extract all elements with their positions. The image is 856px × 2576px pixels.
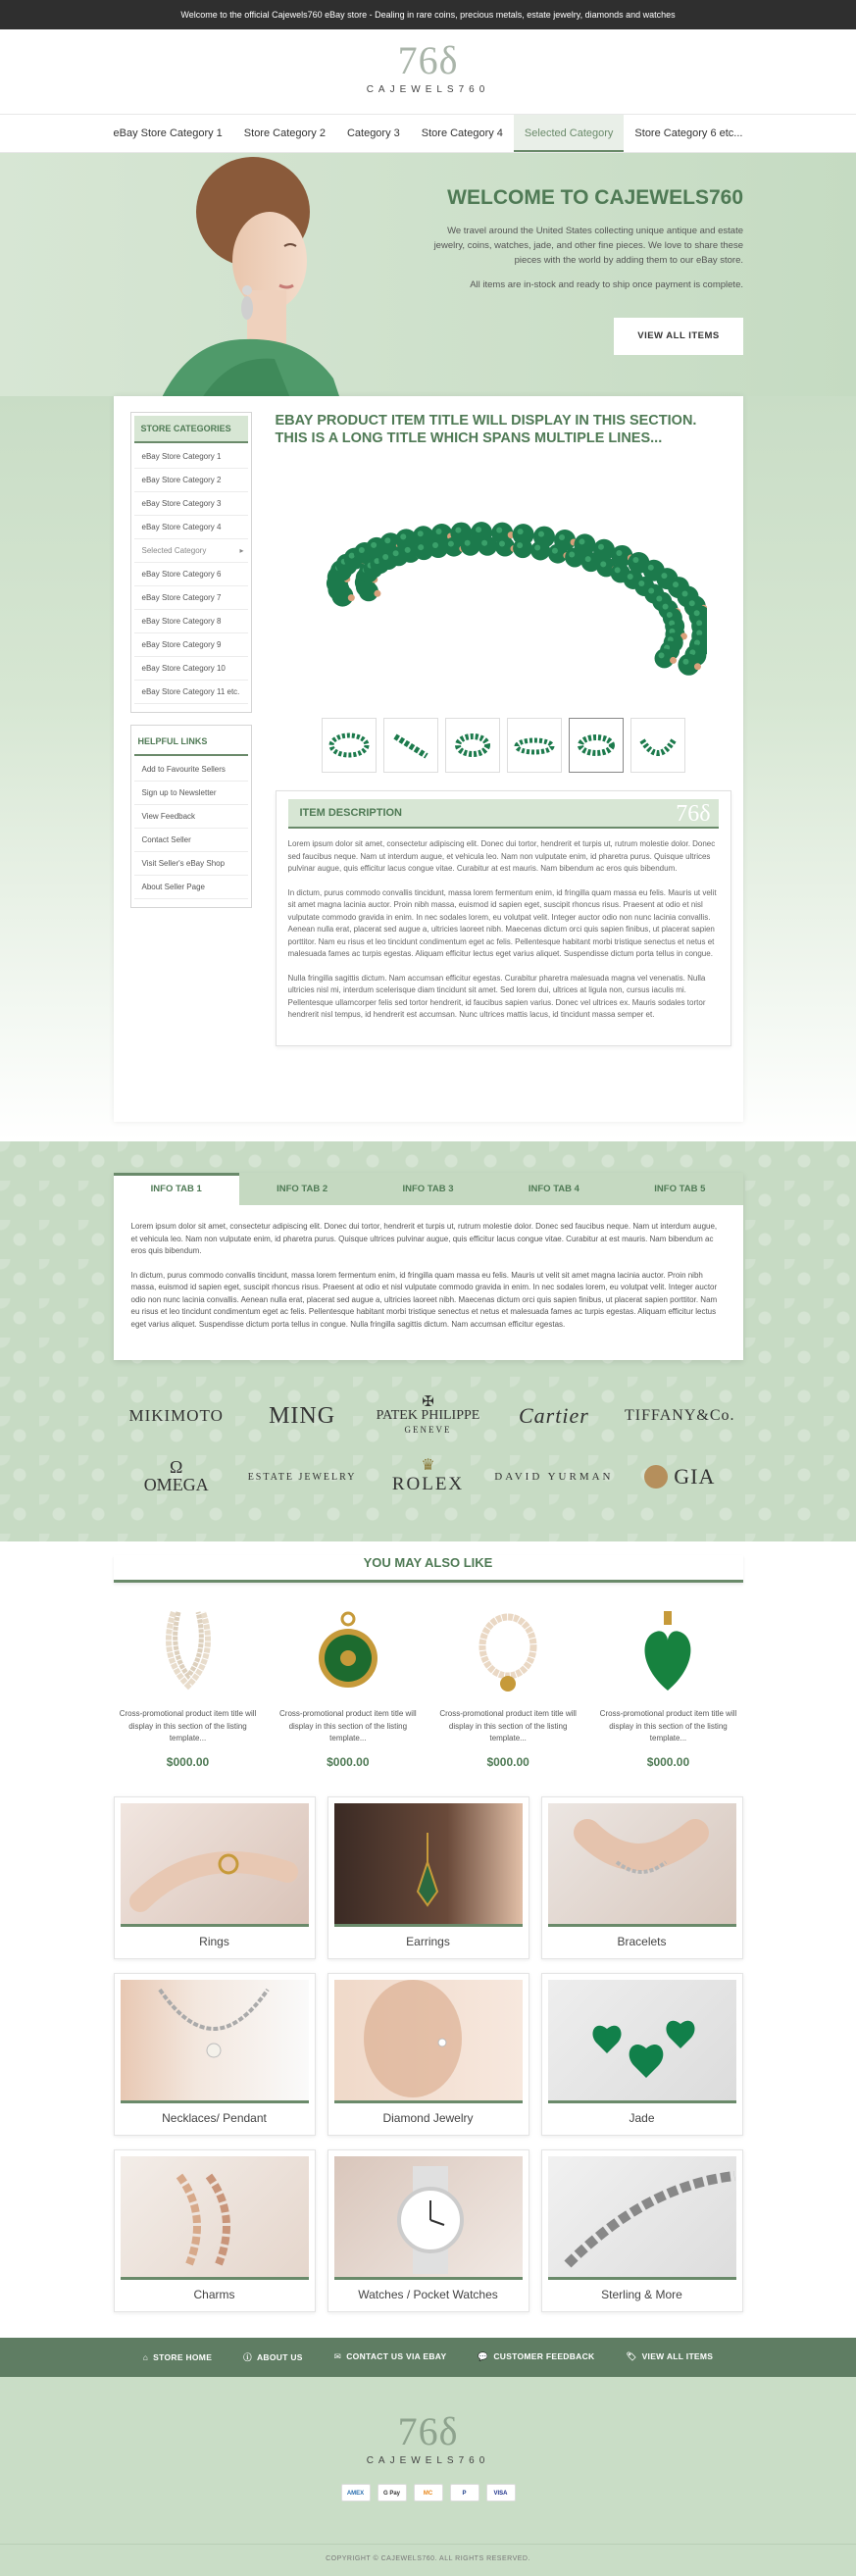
necklace-bead [464, 540, 470, 546]
promo-product-title: Cross-promotional product item title will display in this section of the listing template... [439, 1709, 577, 1743]
home-icon: ⌂ [142, 2351, 149, 2362]
nav-item-2[interactable]: Store Category 2 [243, 127, 326, 139]
payment-methods [0, 2484, 856, 2501]
necklace-bead [371, 542, 377, 548]
tab-paragraph-1: Lorem ipsum dolor sit amet, consectetur adipiscing elit. Donec dui tortor, hendrerit et turpis ut, rutrum molestie dolor. Donec sed faucibus neque. Nam ut interdum augue, et vehicula leo. Nam non vulputate enim, id pharetra purus. Quisque ultrices pulvinar augue, quis efficitur lacus congue vitae. Curabitur at est mauris. Nam bibendum ac eros quis bibendum. [130, 1222, 718, 1255]
footer-contact[interactable] [334, 2351, 447, 2362]
category-card-rings[interactable] [114, 1796, 316, 1959]
footer-store-home[interactable] [143, 2352, 212, 2362]
sidebar-category-2[interactable]: eBay Store Category 2 [134, 469, 248, 492]
main-content-card [114, 396, 743, 1122]
necklace-bead [693, 610, 699, 616]
brand-gia [617, 1464, 742, 1490]
sidebar [130, 412, 252, 1122]
necklace-bead [673, 581, 679, 587]
necklace-thumb-icon [636, 731, 680, 760]
nav-item-6[interactable]: Store Category 6 etc... [634, 127, 743, 139]
earrings-image [334, 1803, 523, 1927]
footer-nav [0, 2338, 856, 2377]
link-about-seller[interactable]: About Seller Page [134, 876, 248, 899]
necklace-bead [374, 590, 380, 597]
brand-omega-text: OMEGA [143, 1474, 209, 1494]
necklace-bead [431, 542, 437, 548]
necklace-thumb-icon [327, 731, 371, 760]
sidebar-category-9[interactable]: eBay Store Category 9 [134, 633, 248, 657]
tab-info-1[interactable]: INFO TAB 1 [114, 1173, 239, 1205]
necklace-bead [481, 540, 487, 546]
footer-contact-label: CONTACT US VIA EBAY [346, 2351, 447, 2361]
item-description-title [288, 799, 719, 829]
brand-cartier: Cartier [518, 1403, 589, 1428]
product-title: EBAY PRODUCT ITEM TITLE WILL DISPLAY IN THIS SECTION. THIS IS A LONG TITLE WHICH SPANS MULTIPLE LINES... [275, 413, 697, 446]
necklace-bead [499, 541, 505, 547]
promo-product-title: Cross-promotional product item title will display in this section of the listing template... [119, 1709, 257, 1743]
necklace-bead [460, 536, 479, 556]
footer-view-all-label: VIEW ALL ITEMS [641, 2351, 714, 2361]
pearl-necklace-icon [120, 1600, 257, 1702]
necklace-bead [682, 659, 688, 665]
sidebar-category-1[interactable]: eBay Store Category 1 [134, 445, 248, 469]
necklace-bead [382, 554, 388, 560]
category-label: Earrings [406, 1934, 450, 1948]
necklace-bead [537, 531, 543, 537]
necklace-bead [656, 595, 662, 601]
category-label: Rings [199, 1934, 229, 1948]
category-grid [114, 1796, 743, 2312]
patek-cross-icon: ✠ [422, 1394, 434, 1410]
sidebar-category-8[interactable]: eBay Store Category 8 [134, 610, 248, 633]
brand-estate-jewelry: ESTATE JEWELRY [247, 1471, 357, 1483]
necklace-thumb-icon [575, 731, 618, 760]
watches-image [334, 2156, 523, 2280]
store-categories-box [130, 412, 252, 713]
category-label: Bracelets [617, 1934, 667, 1948]
helpful-links-title: HELPFUL LINKS [134, 729, 248, 756]
brand-geneve-text: GENEVE [404, 1425, 452, 1435]
mastercard-icon: MC [414, 2484, 443, 2501]
promo-product-price: $000.00 [486, 1754, 529, 1769]
category-card-earrings[interactable] [327, 1796, 529, 1959]
jade-heart-icon [599, 1600, 736, 1702]
brand-omega [114, 1456, 239, 1495]
necklace-bead [693, 663, 700, 670]
category-card-charms[interactable] [114, 2149, 316, 2312]
sidebar-category-10[interactable]: eBay Store Category 10 [134, 657, 248, 681]
footer-about-us[interactable] [243, 2351, 303, 2363]
description-logo-mark: 76δ [676, 801, 711, 827]
footer-logo-mark: 76δ [397, 2408, 459, 2453]
main-wrapper [0, 396, 856, 1141]
rings-image [121, 1803, 309, 1927]
sidebar-category-6[interactable]: eBay Store Category 6 [134, 563, 248, 586]
brand-logos [114, 1395, 743, 1495]
necklace-bead [551, 548, 557, 554]
link-contact-seller[interactable]: Contact Seller [134, 829, 248, 852]
necklace-bead [569, 551, 575, 557]
necklace-bead [584, 556, 590, 562]
necklace-bead [648, 588, 654, 594]
thumbnail-3[interactable] [445, 718, 500, 773]
necklace-bead [579, 538, 584, 544]
tab-paragraph-2: In dictum, purus commodo convallis tincidunt, massa lorem fermentum enim, id fringilla quam massa eu felis. Mauris ut velit sit amet magna lacinia auctor. Proin nibh massa, euismod id sapien eget, suscipit rhoncus risus. Praesent at odio et nisl vulputate commodo gravida in enim. In nec sodales lorem, eu volutpat velit. Integer auctor odio non nunc lacinia convallis. Aenean nulla erat, placerat sed augue a, ultricies laoreet nibh. Maecenas dictum orci quis sapien finibus, ut placerat sapien porttitor. Nam eu risus et leo tincidunt condimentum eget ac felis. Pellentesque habitant morbi tristique senectus et netus et malesuada fames ac turpis egestas. Aliquam efficitur lectus eget varius aliquet. Suspendisse dictum porta tellus in congue. Nulla fringilla sagittis dictum. Nam accumsan efficitur egestas. [130, 1270, 718, 1329]
necklace-bead [347, 594, 354, 601]
category-label: Necklaces/ Pendant [162, 2110, 267, 2125]
comment-icon: 💬 [478, 2351, 489, 2361]
footer-view-all[interactable] [626, 2351, 713, 2362]
category-label: Watches / Pocket Watches [358, 2287, 498, 2301]
amex-icon: AMEX [341, 2484, 371, 2501]
necklace-bead [358, 547, 364, 553]
brand-mikimoto: MIKIMOTO [128, 1406, 224, 1425]
necklace-bead [632, 557, 638, 563]
tab-info-4[interactable]: INFO TAB 4 [528, 1184, 579, 1194]
necklace-bead [384, 537, 390, 543]
brand-gia-text: GIA [674, 1464, 716, 1489]
necklace-bead [496, 528, 502, 533]
necklace-bead [661, 573, 667, 579]
necklace-thumb-icon [451, 731, 494, 760]
footer-feedback-label: CUSTOMER FEEDBACK [493, 2351, 595, 2361]
thumbnail-5[interactable] [569, 718, 624, 773]
hero-model-image [137, 153, 382, 408]
link-feedback[interactable]: View Feedback [134, 805, 248, 829]
omega-symbol-icon: Ω [170, 1456, 183, 1477]
necklace-bead [559, 534, 565, 540]
promo-product-price: $000.00 [646, 1754, 690, 1769]
paypal-icon: P [450, 2484, 479, 2501]
thumbnail-4[interactable] [507, 718, 562, 773]
necklace-bead [517, 529, 523, 534]
footer-store-home-label: STORE HOME [153, 2351, 213, 2362]
store-categories-title: STORE CATEGORIES [134, 416, 248, 443]
necklace-bead [638, 581, 644, 586]
tab-bar [114, 1173, 743, 1205]
item-description-box [276, 790, 731, 1046]
thumbnail-strip [276, 718, 731, 773]
necklace-bead [447, 541, 453, 547]
category-label: Charms [193, 2287, 235, 2301]
thumbnail-1[interactable] [322, 718, 377, 773]
necklace-bead [658, 652, 664, 658]
nav-item-4[interactable]: Store Category 4 [421, 127, 503, 139]
main-product-image[interactable] [276, 447, 731, 710]
diamond-jewelry-image [334, 1980, 523, 2103]
necklace-bead [647, 565, 653, 571]
view-all-items-button[interactable]: VIEW ALL ITEMS [614, 318, 743, 355]
hero-paragraph-1: We travel around the United States collecting unique antique and estate jewelry, coins, watches, jade, and other fine pieces. We love to share these pieces with the world by adding them to our eBay store. [433, 226, 743, 266]
necklace-bead [348, 553, 354, 559]
sidebar-category-11[interactable]: eBay Store Category 11 etc. [134, 681, 248, 704]
necklace-bead [598, 544, 604, 550]
necklace-bead [455, 528, 461, 533]
mail-icon: ✉ [333, 2351, 342, 2361]
description-paragraph-2: In dictum, purus commodo convallis tincidunt, massa lorem fermentum enim, id fringilla quam massa eu felis. Mauris ut velit sit amet magna lacinia auctor. Proin nibh massa, euismod id sapien eget, suscipit rhoncus risus. Praesent at odio et nisl vulputate commodo gravida in enim. In nec sodales lorem, eu volutpat velit. Integer auctor odio non nunc lacinia convallis. Aenean nulla erat, placerat sed augue a, ultricies laoreet nibh. Maecenas dictum orci quis sapien finibus, ut placerat sapien porttitor. Nam eu risus et leo tincidunt condimentum eget ac felis. Pellentesque habitant morbi tristique senectus et netus et malesuada fames ac turpis egestas. Aliquam efficitur lectus eget varius aliquet. Suspendisse dictum porta tellus in congue. [287, 887, 717, 958]
logo-text: CAJEWELS760 [366, 84, 490, 95]
necklace-bead [662, 604, 668, 610]
brand-tiffany: TIFFANY&Co. [625, 1407, 735, 1424]
necklace-bead [696, 620, 702, 626]
category-card-diamond-jewelry[interactable] [327, 1973, 529, 2136]
necklace-bead [534, 544, 540, 550]
sidebar-category-7[interactable]: eBay Store Category 7 [134, 586, 248, 610]
promo-product-1[interactable] [120, 1600, 257, 1769]
nav-item-3[interactable]: Category 3 [346, 127, 400, 139]
promo-product-3[interactable] [439, 1600, 577, 1769]
item-description-label: ITEM DESCRIPTION [299, 807, 403, 819]
promo-product-title: Cross-promotional product item title will display in this section of the listing template... [279, 1709, 417, 1743]
sidebar-category-selected[interactable]: Selected Category ▸ [134, 539, 248, 563]
gia-seal-icon [644, 1465, 668, 1489]
necklace-bead [670, 657, 677, 664]
sidebar-category-4[interactable]: eBay Store Category 4 [134, 516, 248, 539]
category-card-watches[interactable] [327, 2149, 529, 2312]
necklaces-image [121, 1980, 309, 2103]
necklace-bead [616, 550, 622, 556]
main-nav [0, 114, 856, 153]
necklace-bead [517, 542, 523, 548]
also-like-title: YOU MAY ALSO LIKE [114, 1555, 743, 1583]
promo-product-price: $000.00 [327, 1754, 370, 1769]
promo-product-2[interactable] [279, 1600, 417, 1769]
tab-content [114, 1205, 743, 1360]
helpful-links-box [130, 725, 252, 908]
pearl-strand-icon [439, 1600, 577, 1702]
thumbnail-2[interactable] [383, 718, 438, 773]
necklace-bead [513, 538, 532, 558]
brand-patek [365, 1395, 490, 1437]
you-may-also-like [114, 1541, 743, 1769]
necklace-bead [435, 529, 441, 534]
announcement-text: Welcome to the official Cajewels760 eBay store - Dealing in rare coins, precious metals, estate jewelry, diamonds and watches [180, 10, 676, 20]
cross-promo-products [114, 1583, 743, 1769]
description-paragraph-1: Lorem ipsum dolor sit amet, consectetur adipiscing elit. Donec dui tortor, hendrerit et turpis ut, rutrum molestie dolor. Donec sed faucibus neque. Nam ut interdum augue, et vehicula leo. Nam non vulputate enim, id pharetra purus. Quisque ultrices pulvinar augue, quis efficitur lacus congue vitae. Curabitur at est mauris. Nam bibendum ac eros quis bibendum. [287, 839, 716, 873]
category-card-jade[interactable] [541, 1973, 743, 2136]
brand-patek-text: PATEK PHILIPPE [376, 1408, 480, 1423]
info-tabs [114, 1173, 743, 1360]
logo-mark: 76δ [397, 38, 459, 82]
sterling-image [548, 2156, 736, 2280]
link-visit-shop[interactable]: Visit Seller's eBay Shop [134, 852, 248, 876]
promo-product-price: $000.00 [166, 1754, 210, 1769]
hero-text-block [429, 186, 743, 355]
necklace-bead [392, 550, 398, 556]
category-label: Sterling & More [601, 2287, 682, 2301]
info-icon: ⓘ [243, 2351, 252, 2362]
necklace-thumb-icon [513, 731, 556, 760]
necklace-bead [417, 530, 423, 536]
necklace-bead [478, 536, 497, 556]
brand-rolex-text: ROLEX [391, 1474, 465, 1494]
necklace-bead [400, 533, 406, 539]
visa-icon: VISA [486, 2484, 516, 2501]
necklace-bead [627, 574, 632, 580]
category-card-bracelets[interactable] [541, 1796, 743, 1959]
link-newsletter[interactable]: Sign up to Newsletter [134, 782, 248, 805]
tag-icon: 🏷 [626, 2351, 637, 2361]
category-card-necklaces[interactable] [114, 1973, 316, 2136]
link-add-favourite[interactable]: Add to Favourite Sellers [134, 758, 248, 782]
tab-info-5[interactable]: INFO TAB 5 [654, 1184, 706, 1194]
brand-ming: MING [269, 1402, 336, 1429]
charms-image [121, 2156, 309, 2280]
crown-icon: ♛ [421, 1457, 435, 1474]
necklace-bead [681, 590, 687, 596]
footer [0, 2377, 856, 2544]
nav-item-1[interactable]: eBay Store Category 1 [113, 127, 223, 139]
necklace-thumb-icon [389, 731, 432, 760]
footer-logo-text: CAJEWELS760 [366, 2454, 490, 2466]
necklace-bead [418, 544, 424, 550]
hero-banner [0, 153, 856, 408]
footer-feedback[interactable] [478, 2351, 594, 2362]
necklace-bead [600, 561, 606, 567]
category-label: Jade [629, 2110, 655, 2125]
hero-title: WELCOME TO CAJEWELS760 [447, 186, 743, 209]
brand-david-yurman: DAVID YURMAN [494, 1471, 614, 1483]
necklace-bead [404, 547, 410, 553]
hero-paragraph-2: All items are in-stock and ready to ship once payment is complete. [470, 279, 743, 290]
gpay-icon: G Pay [378, 2484, 407, 2501]
footer-about-us-label: ABOUT US [256, 2351, 303, 2362]
bracelets-image [548, 1803, 736, 1927]
necklace-bead [530, 540, 550, 560]
promo-product-4[interactable] [599, 1600, 736, 1769]
header-logo[interactable] [0, 29, 856, 114]
tab-info-3[interactable]: INFO TAB 3 [402, 1184, 454, 1194]
copyright: COPYRIGHT © CAJEWELS760. ALL RIGHTS RESERVED. [0, 2544, 856, 2576]
jade-image [548, 1980, 736, 2103]
brand-rolex [365, 1458, 490, 1495]
category-label: Diamond Jewelry [382, 2110, 474, 2125]
necklace-bead [688, 600, 694, 606]
jade-pendant-icon [279, 1600, 417, 1702]
info-tabs-and-brands [0, 1141, 856, 1541]
product-content [252, 412, 731, 1122]
sidebar-category-3[interactable]: eBay Store Category 3 [134, 492, 248, 516]
top-announcement-bar [0, 0, 856, 29]
category-card-sterling[interactable] [541, 2149, 743, 2312]
promo-product-title: Cross-promotional product item title will display in this section of the listing template... [599, 1709, 737, 1743]
description-paragraph-3: Nulla fringilla sagittis dictum. Nam accumsan efficitur egestas. Curabitur pharetra malesuada magna vel venenatis. Nulla ultricies nisl mi, interdum scelerisque diam tincidunt sit amet. Sed lorem dui, ultrices at ligula non, cursus iaculis mi. Pellentesque ullamcorper felis sed tortor hendrerit, id faucibus sapien varius. Donec vel ultrices ex. Mauris sodales tortor hendrerit nisl tempus, id hendrerit est accumsan. Nunc ultrices mattis lacus, id tincidunt massa semper et. [287, 973, 706, 1019]
necklace-bead [614, 567, 620, 573]
nav-item-selected[interactable]: Selected Category [514, 115, 625, 152]
necklace-image [276, 447, 707, 710]
tab-info-2[interactable]: INFO TAB 2 [277, 1184, 328, 1194]
necklace-bead [476, 527, 481, 532]
thumbnail-6[interactable] [630, 718, 685, 773]
